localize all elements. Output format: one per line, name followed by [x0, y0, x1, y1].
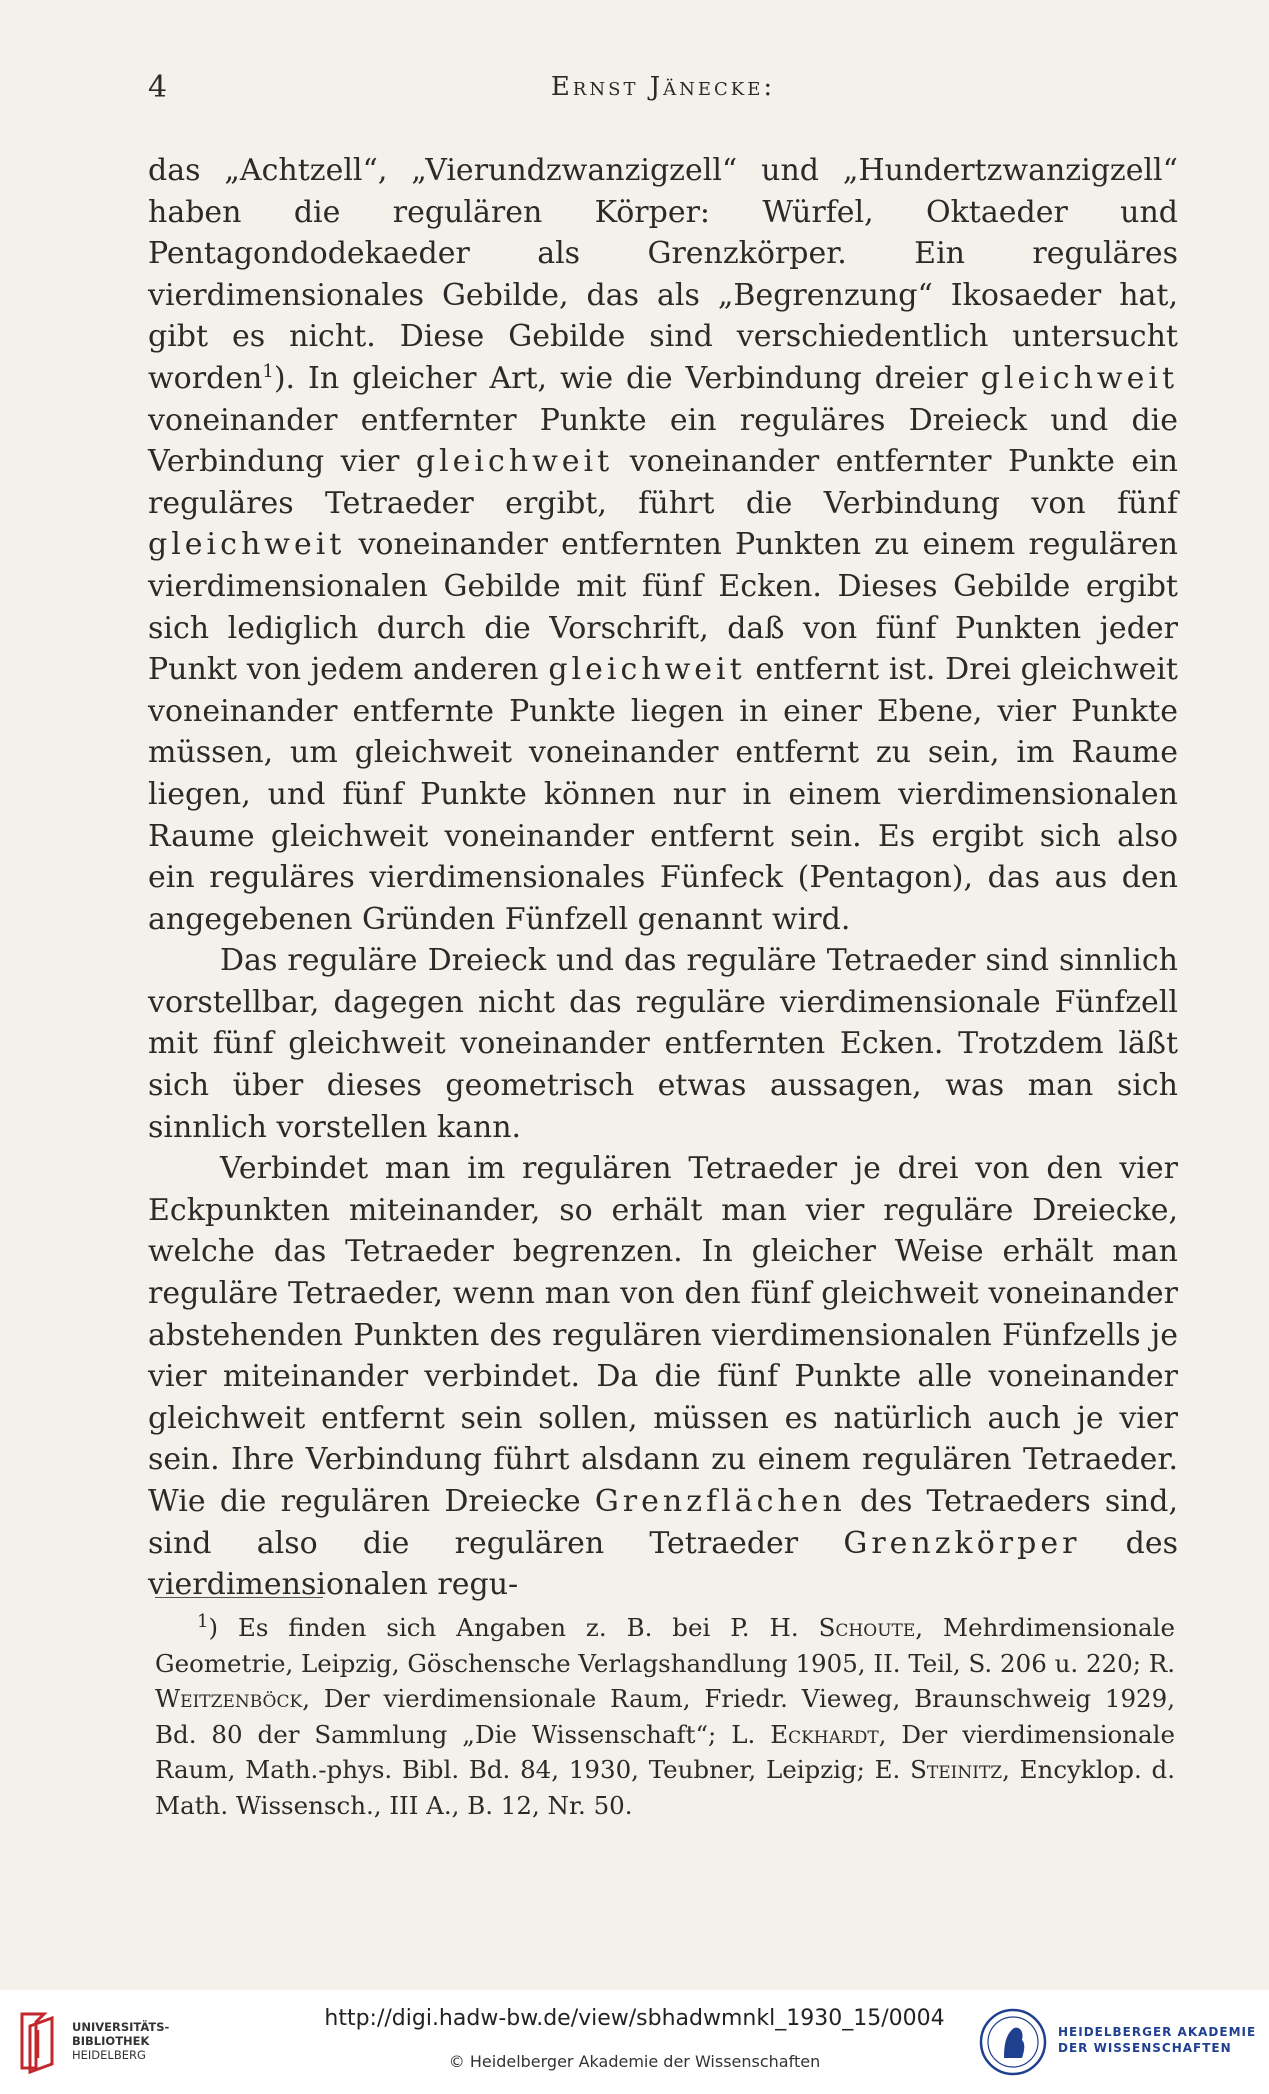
page-number: 4 [148, 70, 168, 105]
emphasis: gleichweit [980, 360, 1178, 396]
author-name: Schoute [818, 1613, 916, 1642]
author-name: Steinitz [910, 1755, 1003, 1784]
viewer-footer [0, 1990, 1269, 2094]
library-name: UNIVERSITÄTS- BIBLIOTHEK HEIDELBERG [72, 2020, 170, 2062]
paragraph-1: das „Achtzell“, „Vierundzwanzigzell“ und „Hundertzwanzigzell“ haben die regulären Körper: Würfel, Oktaeder und Pentagondodekaeder als Grenzkörper. Ein reguläres vierdimensionales Gebilde, das als „Begrenzung“ Ikosaeder hat, gibt es nicht. Diese Gebilde sind verschiedentlich untersucht worden$^1$). In gleicher Art, wie die Verbindung dreier gleichweit voneinander entfernter Punkte ein reguläres Dreieck und die Verbindung vier gleichweit voneinander entfernter Punkte ein reguläres Tetraeder ergibt, führt die Verbindung von fünf gleichweit voneinander entfernten Punkten zu einem regulären vierdimensionalen Gebilde mit fünf Ecken. Dieses Gebilde ergibt sich lediglich durch die Vorschrift, daß von fünf Punkten jeder Punkt von jedem anderen gleichweit entfernt ist. Drei gleichweit voneinander entfernte Punkte liegen in einer Ebene, vier Punkte müssen, um gleichweit voneinander entfernt zu sein, im Raume liegen, und fünf Punkte können nur in einem vierdimensionalen Raume gleichweit voneinander entfernt sein. Es ergibt sich also ein reguläres vierdimensionales Fünfeck (Pentagon), das aus den angegebenen Gründen Fünfzell genannt wird. [148, 153, 1178, 937]
emphasis: Grenzkörper [843, 1525, 1081, 1561]
footnote: $^1$) Es finden sich Angaben z. B. bei P. H. Schoute, Mehrdimensionale Geometrie, Leipzig, Göschensche Verlagshandlung 1905, II. Teil, S. 206 u. 220; R. Weitzenböck, Der vierdimensionale Raum, Friedr. Vieweg, Braunschweig 1929, Bd. 80 der Sammlung „Die Wissenschaft“; L. Eckhardt, Der vierdimensionale Raum, Math.-phys. Bibl. Bd. 84, 1930, Teubner, Leipzig; E. Steinitz, Encyklop. d. Math. Wissensch., III A., B. 12, Nr. 50. [155, 1610, 1176, 1820]
academy-name: HEIDELBERGER AKADEMIE DER WISSENSCHAFTEN [1058, 2025, 1257, 2055]
footnote-ref: 1 [262, 360, 274, 382]
emphasis: gleichweit [415, 444, 614, 480]
footnote-marker: 1 [197, 1610, 209, 1632]
author-name: Weitzenböck [155, 1684, 303, 1713]
permalink-url[interactable]: http://digi.hadw-bw.de/view/sbhadwmnkl_1930_15/0004 [324, 2006, 945, 2031]
emphasis: gleichweit [148, 527, 346, 563]
copyright-notice: © Heidelberger Akademie der Wissenschaften [448, 2052, 821, 2071]
body-text [148, 150, 1178, 1606]
emphasis: Grenzflächen [594, 1484, 846, 1519]
running-title: Ernst Jänecke: [550, 72, 776, 102]
paragraph-3: Verbindet man im regulären Tetraeder je drei von den vier Eckpunkten miteinander, so erhält man vier reguläre Dreiecke, welche das Tetraeder begrenzen. In gleicher Weise erhält man reguläre Tetraeder, wenn man von den fünf gleichweit voneinander abstehenden Punkten des regulären vierdimensionalen Fünfzells je vier miteinander verbindet. Da die fünf Punkte alle voneinander gleichweit entfernt sein sollen, müssen es natürlich auch je vier sein. Ihre Verbindung führt alsdann zu einem regulären Tetraeder. Wie die regulären Dreiecke Grenzflächen des Tetraeders sind, sind also die regulären Tetraeder Grenzkörper des vierdimensionalen regu- [148, 1151, 1179, 1603]
page-header [148, 70, 1178, 110]
academy-seal-icon[interactable] [978, 2004, 1048, 2080]
author-name: Eckhardt [770, 1719, 879, 1749]
paragraph-2: Das reguläre Dreieck und das reguläre Tetraeder sind sinnlich vorstellbar, dagegen nicht das reguläre vierdimensionale Fünfzell mit fünf gleichweit voneinander entfernten Ecken. Trotzdem läßt sich über dieses geometrisch etwas aussagen, was man sich sinnlich vorstellen kann. [148, 943, 1178, 1145]
footnote-divider [155, 1597, 323, 1598]
emphasis: gleichweit [548, 652, 746, 688]
